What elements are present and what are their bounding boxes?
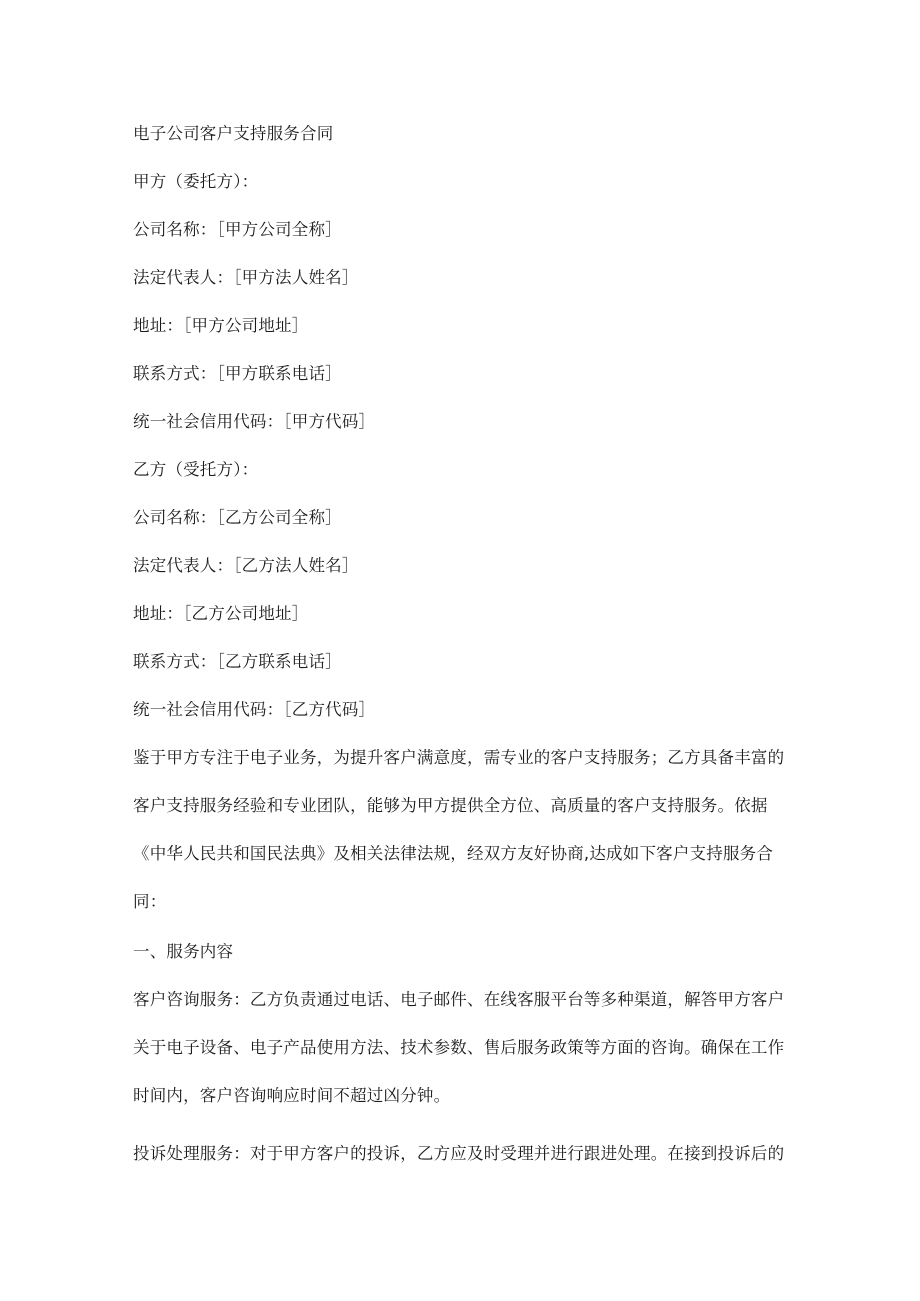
- preamble-paragraph: [133, 746, 795, 938]
- consult-service-line: 时间内，客户咨询响应时间不超过凶分钟。: [133, 1086, 451, 1105]
- preamble-line: 鉴于甲方专注于电子业务，为提升客户满意度，需专业的客户支持服务；乙方具备丰富的: [133, 748, 785, 767]
- consult-service-line: 关于电子设备、电子产品使用方法、技术参数、售后服务政策等方面的咨询。确保在工作: [133, 1038, 785, 1057]
- party-a-legal-rep: 法定代表人：［甲方法人姓名］: [133, 268, 359, 287]
- party-a-heading: 甲方（委托方）：: [133, 172, 259, 191]
- party-a-company-name: 公司名称：［甲方公司全称］: [133, 220, 342, 239]
- complaint-service-paragraph: [133, 1142, 795, 1190]
- party-b-legal-rep: 法定代表人：［乙方法人姓名］: [133, 556, 359, 575]
- section-1-heading: 一、服务内容: [133, 942, 234, 961]
- party-b-address: 地址：［乙方公司地址］: [133, 604, 309, 623]
- preamble-line: 客户支持服务经验和专业团队，能够为甲方提供全方位、高质量的客户支持服务。依据: [133, 796, 768, 815]
- party-a-contact: 联系方式：［甲方联系电话］: [133, 364, 342, 383]
- party-b-heading: 乙方（受托方）：: [133, 460, 259, 479]
- party-b-contact: 联系方式：［乙方联系电话］: [133, 652, 342, 671]
- consult-service-paragraph: [133, 988, 795, 1132]
- preamble-line: 同：: [133, 892, 167, 911]
- complaint-service-line: 投诉处理服务：对于甲方客户的投诉，乙方应及时受理并进行跟进处理。在接到投诉后的: [133, 1144, 785, 1163]
- party-b-credit-code: 统一社会信用代码：［乙方代码］: [133, 700, 376, 719]
- party-a-address: 地址：［甲方公司地址］: [133, 316, 309, 335]
- party-a-credit-code: 统一社会信用代码：［甲方代码］: [133, 412, 376, 431]
- preamble-line: 《中华人民共和国民法典》及相关法律法规，经双方友好协商,达成如下客户支持服务合: [133, 844, 774, 863]
- document-title: 电子公司客户支持服务合同: [133, 124, 334, 143]
- party-b-company-name: 公司名称：［乙方公司全称］: [133, 508, 342, 527]
- consult-service-line: 客户咨询服务：乙方负责通过电话、电子邮件、在线客服平台等多种渠道，解答甲方客户: [133, 990, 785, 1009]
